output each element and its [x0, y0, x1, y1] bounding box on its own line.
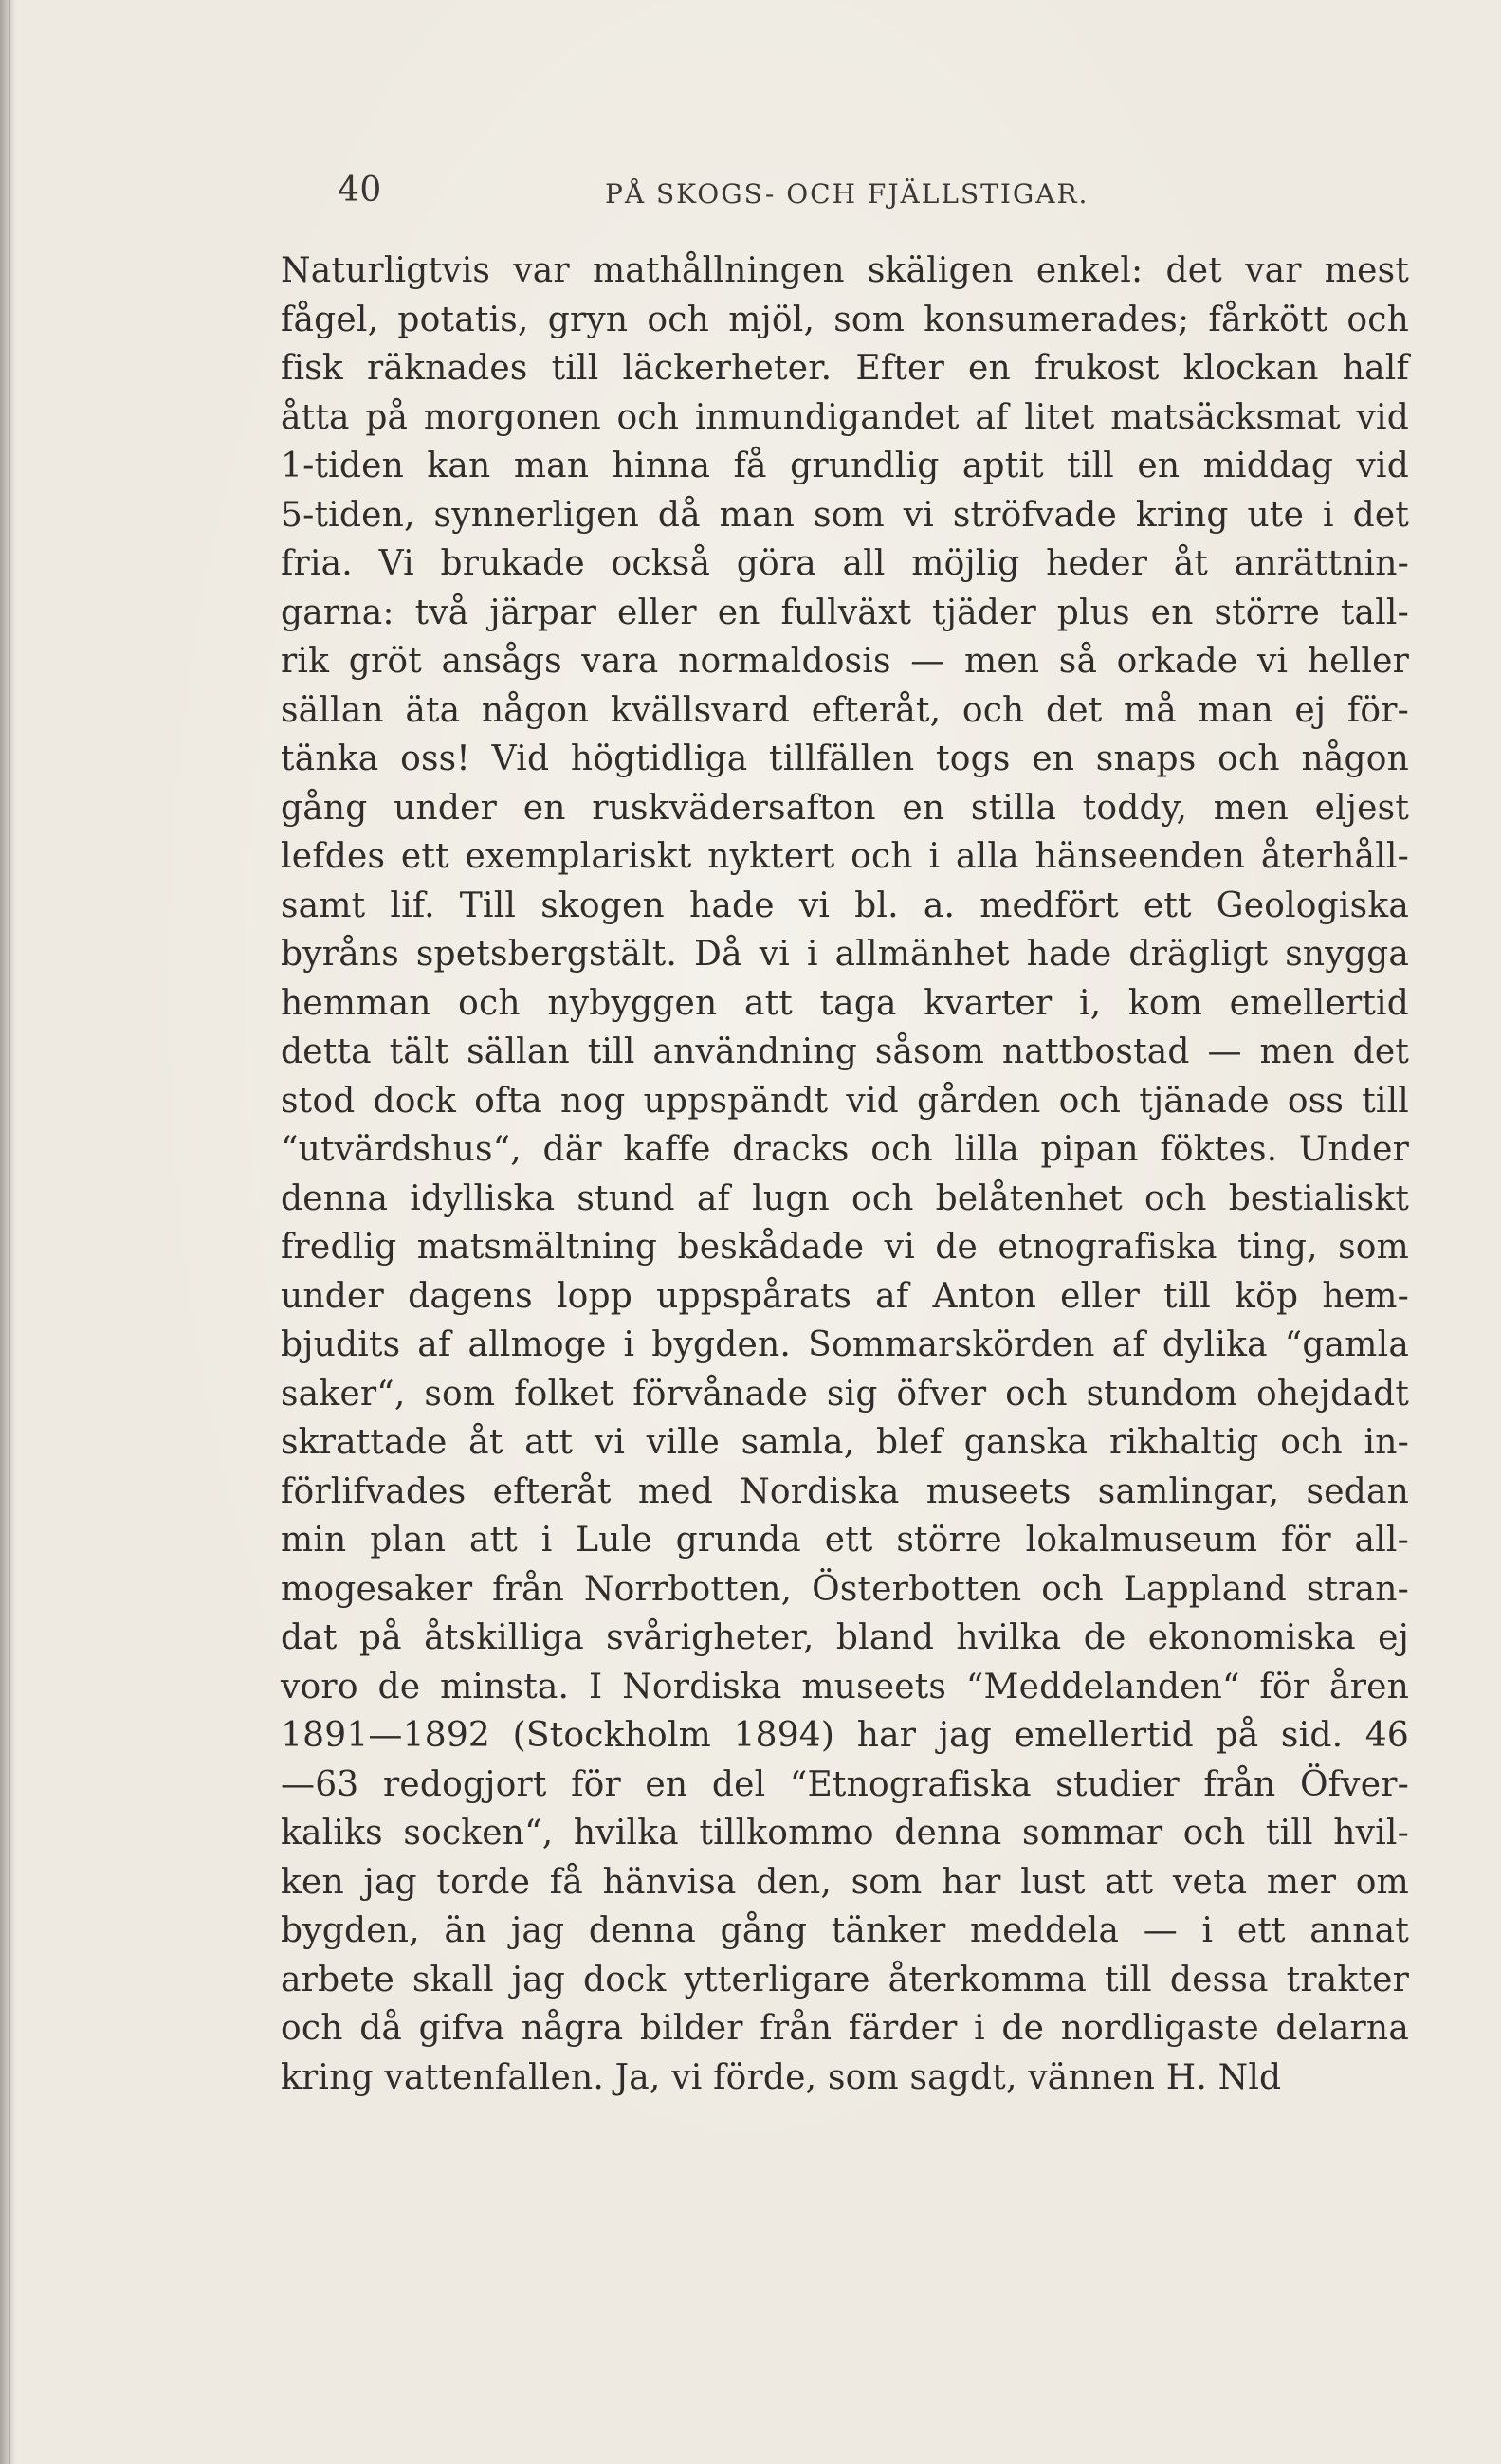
text-line: ken jag torde få hänvisa den, som har lust att veta mer om — [281, 1862, 1409, 1902]
page-header — [0, 171, 1501, 228]
text-line: bjudits af allmoge i bygden. Sommarskörden af dylika “gamla — [281, 1325, 1409, 1364]
text-line: fisk räknades till läckerheter. Efter en frukost klockan half — [281, 349, 1409, 388]
text-line: 5-tiden, synnerligen då man som vi ströfvade kring ute i det — [281, 495, 1409, 535]
text-line: kaliks socken“, hvilka tillkommo denna sommar och till hvil- — [281, 1814, 1409, 1853]
text-line: garna: två järpar eller en fullväxt tjäder plus en större tall- — [281, 593, 1409, 632]
text-line: fria. Vi brukade också göra all möjlig heder åt anrättnin- — [281, 544, 1409, 583]
text-line: lefdes ett exemplariskt nyktert och i alla hänseenden återhåll- — [281, 837, 1409, 876]
text-line: förlifvades efteråt med Nordiska museets samlingar, sedan — [281, 1471, 1409, 1511]
page-binding-line — [9, 0, 10, 2464]
text-line: min plan att i Lule grunda ett större lokalmuseum för all- — [281, 1521, 1409, 1560]
text-line: —63 redogjort för en del “Etnografiska studier från Öfver- — [281, 1764, 1409, 1804]
text-line: samt lif. Till skogen hade vi bl. a. medfört ett Geologiska — [281, 885, 1409, 925]
body-text — [281, 246, 1409, 2102]
text-line: kring vattenfallen. Ja, vi förde, som sagdt, vännen H. Nld — [281, 2057, 1282, 2097]
text-line: och då gifva några bilder från färder i de nordligaste delarna — [281, 2009, 1409, 2048]
text-line: fredlig matsmältning beskådade vi de etnografiska ting, som — [281, 1228, 1409, 1267]
text-line: 1-tiden kan man hinna få grundlig aptit till en middag vid — [281, 447, 1409, 485]
page-number: 40 — [338, 171, 382, 210]
text-line: Naturligtvis var mathållningen skäligen enkel: det var mest — [281, 251, 1409, 290]
text-line: saker“, som folket förvånade sig öfver och stundom ohejdadt — [281, 1374, 1409, 1414]
text-line: dat på åtskilliga svårigheter, bland hvilka de ekonomiska ej — [281, 1618, 1409, 1657]
running-title: PÅ SKOGS- OCH FJÄLLSTIGAR. — [605, 178, 1089, 210]
text-line: bygden, än jag denna gång tänker meddela — i ett annat — [281, 1911, 1409, 1950]
text-line: arbete skall jag dock ytterligare återkomma till dessa trakter — [281, 1960, 1409, 1999]
text-line: gång under en ruskvädersafton en stilla toddy, men eljest — [281, 788, 1409, 828]
text-line: hemman och nybyggen att taga kvarter i, kom emellertid — [281, 983, 1409, 1023]
text-line: detta tält sällan till användning såsom nattbostad — men det — [281, 1032, 1409, 1071]
text-line: mogesaker från Norrbotten, Österbotten och Lappland stran- — [281, 1569, 1409, 1609]
text-line: 1891—1892 (Stockholm 1894) har jag emellertid på sid. 46 — [281, 1716, 1409, 1755]
text-line: sällan äta någon kvällsvard efteråt, och det må man ej för- — [281, 690, 1409, 730]
text-line: rik gröt ansågs vara normaldosis — men så orkade vi heller — [281, 642, 1409, 681]
text-line: voro de minsta. I Nordiska museets “Meddelanden“ för åren — [281, 1667, 1409, 1707]
text-line: åtta på morgonen och inmundigandet af litet matsäcksmat vid — [281, 397, 1409, 437]
text-line: “utvärdshus“, där kaffe dracks och lilla pipan föktes. Under — [281, 1130, 1409, 1169]
text-line: tänka oss! Vid högtidliga tillfällen togs en snaps och någon — [281, 739, 1409, 778]
text-line: under dagens lopp uppspårats af Anton eller till köp hem- — [281, 1276, 1409, 1316]
page-spine-shadow — [0, 0, 15, 2464]
text-line: denna idylliska stund af lugn och belåtenhet och bestialiskt — [281, 1178, 1409, 1218]
text-line: fågel, potatis, gryn och mjöl, som konsumerades; fårkött och — [281, 300, 1409, 339]
text-line: skrattade åt att vi ville samla, blef ganska rikhaltig och in- — [281, 1423, 1409, 1462]
text-line: stod dock ofta nog uppspändt vid gården och tjänade oss till — [281, 1081, 1409, 1121]
text-line: byråns spetsbergstält. Då vi i allmänhet hade drägligt snygga — [281, 935, 1409, 974]
